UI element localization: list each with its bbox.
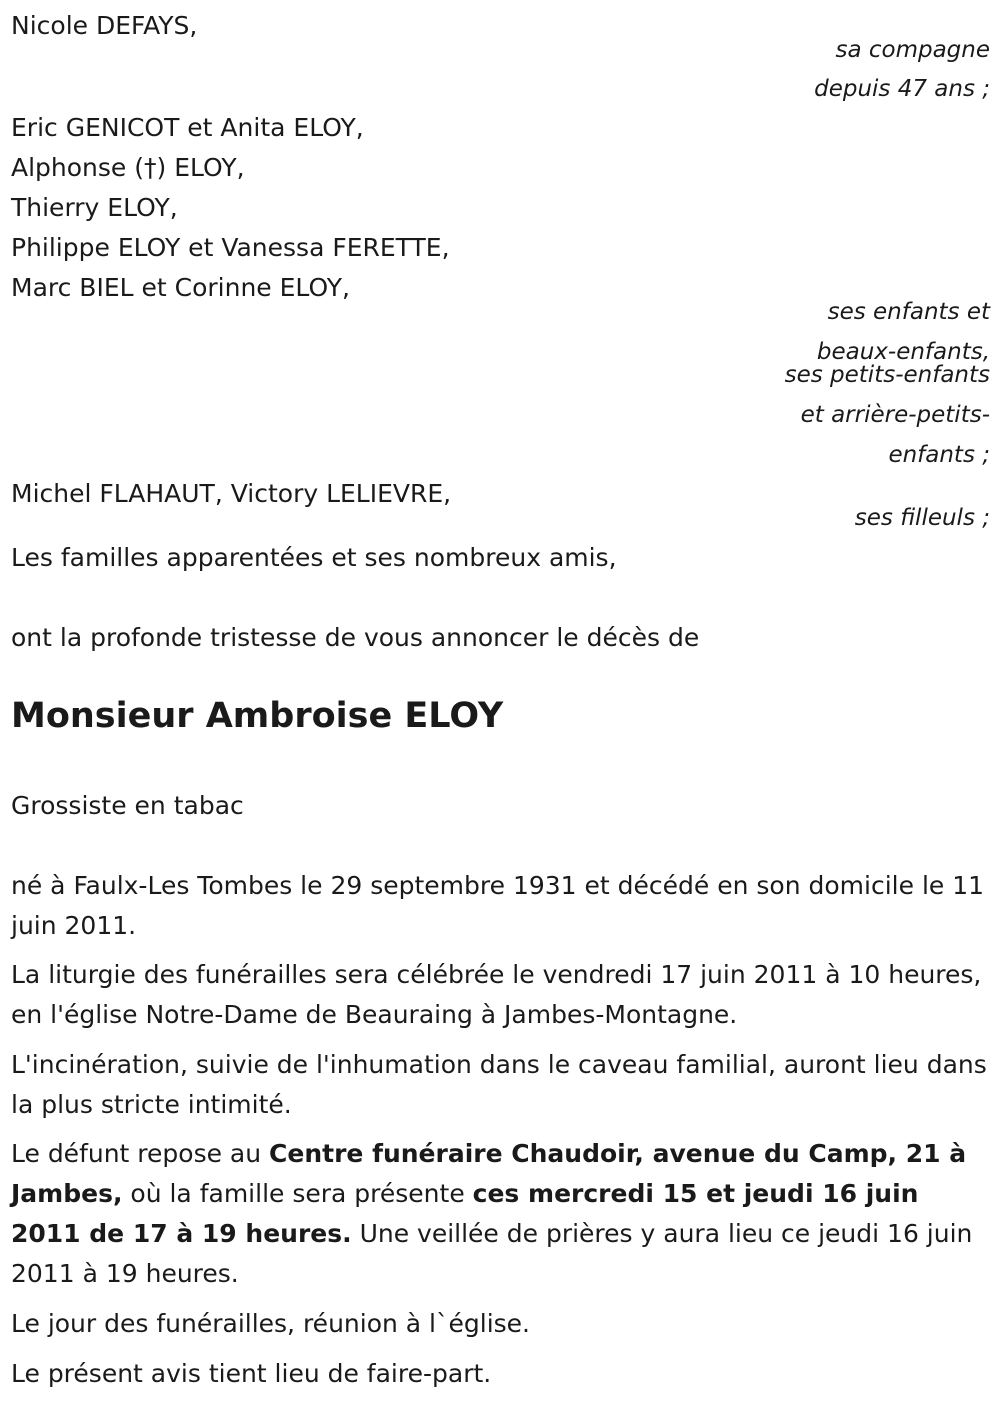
grandchildren-line1: ses petits-enfants (784, 362, 990, 388)
repose-paragraph (11, 1134, 991, 1294)
deceased-profession: Grossiste en tabac (11, 791, 244, 820)
partner-role-line2: depuis 47 ans ; (814, 76, 990, 102)
incineration-paragraph: L'incinération, suivie de l'inhumation dans le caveau familial, auront lieu dans la plus stricte intimité. (11, 1050, 987, 1119)
partner-role-line1: sa compagne (835, 37, 990, 63)
child-name: Marc BIEL et Corinne ELOY, (11, 273, 350, 302)
child-name: Thierry ELOY, (11, 193, 178, 222)
godchildren-names: Michel FLAHAUT, Victory LELIEVRE, (11, 479, 452, 508)
child-name: Eric GENICOT et Anita ELOY, (11, 113, 364, 142)
families-line: Les familles apparentées et ses nombreux amis, (11, 543, 617, 572)
grandchildren-line2: et arrière-petits- (800, 402, 990, 428)
deceased-name: Monsieur Ambroise ELOY (11, 696, 504, 736)
child-name: Alphonse (†) ELOY, (11, 153, 245, 182)
partner-name: Nicole DEFAYS, (11, 11, 198, 40)
grandchildren-line3: enfants ; (888, 442, 990, 468)
birth-death-paragraph: né à Faulx-Les Tombes le 29 septembre 1931 et décédé en son domicile le 11 juin 2011. (11, 871, 985, 940)
notice-line: Le présent avis tient lieu de faire-part. (11, 1359, 492, 1388)
child-name: Philippe ELOY et Vanessa FERETTE, (11, 233, 450, 262)
liturgy-paragraph: La liturgie des funérailles sera célébrée le vendredi 17 juin 2011 à 10 heures, en l'église Notre-Dame de Beauraing à Jambes-Montagne. (11, 960, 982, 1029)
godchildren-role: ses filleuls ; (854, 505, 990, 531)
children-role-line2: beaux-enfants, (816, 339, 990, 365)
meeting-line: Le jour des funérailles, réunion à l`église. (11, 1309, 530, 1338)
repose-place: Centre funéraire Chaudoir, avenue du Camp, 21 à Jambes, (11, 1139, 967, 1208)
repose-end: Une veillée de prières y aura lieu ce jeudi 16 juin 2011 à 19 heures. (11, 1219, 973, 1288)
repose-intro: Le défunt repose au (11, 1139, 270, 1168)
repose-dates: ces mercredi 15 et jeudi 16 juin 2011 de 17 à 19 heures. (11, 1179, 919, 1248)
announcement-line: ont la profonde tristesse de vous annoncer le décès de (11, 623, 700, 652)
children-role-line1: ses enfants et (827, 299, 990, 325)
repose-mid: où la famille sera présente (122, 1179, 473, 1208)
